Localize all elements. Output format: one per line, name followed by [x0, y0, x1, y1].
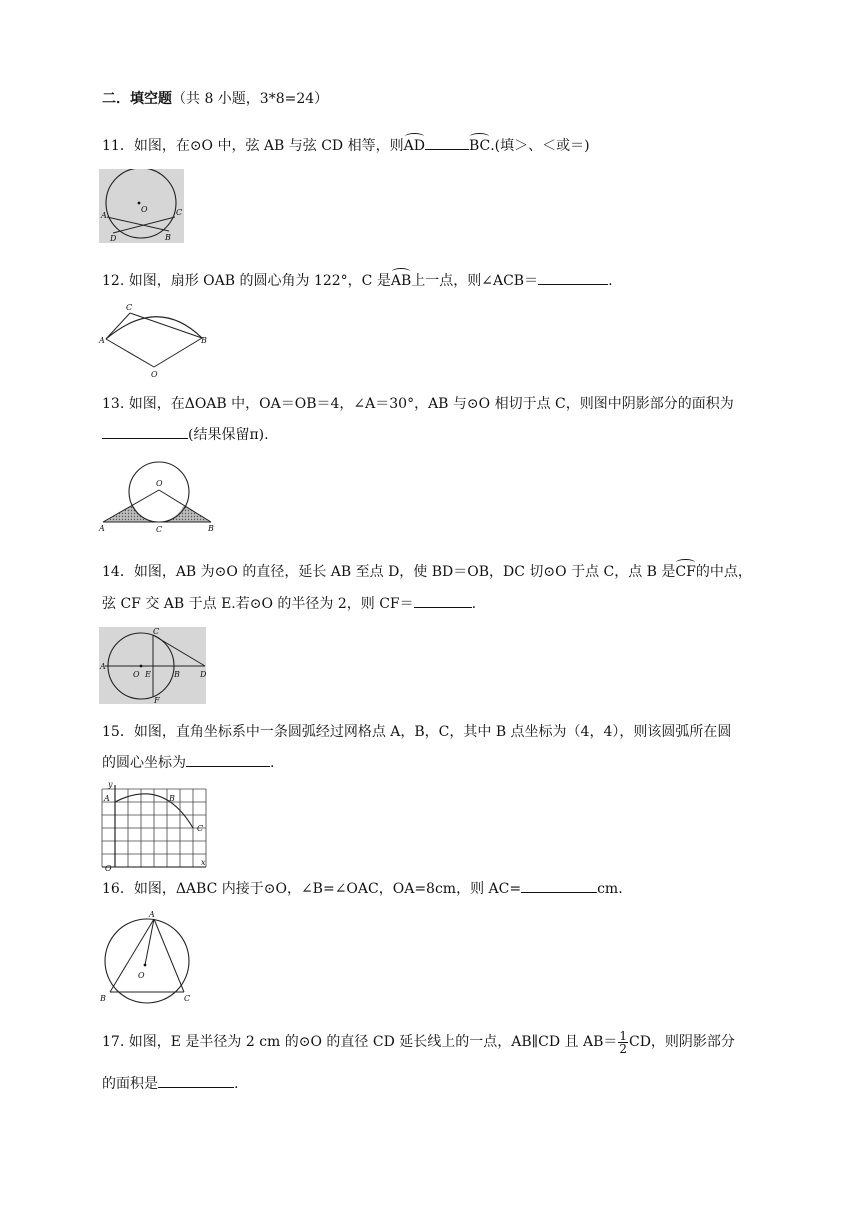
q13-label-o: O — [156, 479, 163, 488]
q15-label-b: B — [169, 794, 175, 803]
question-15-line-2 — [102, 752, 274, 773]
q16-text-after: cm. — [597, 881, 623, 897]
q11-text-after: .(填＞、＜或＝) — [490, 138, 590, 154]
q16-circle — [105, 919, 189, 1003]
q13-label-b: B — [208, 524, 214, 533]
q14-label-f: F — [154, 696, 160, 704]
q16-label-b: B — [100, 994, 106, 1003]
q17-fraction-numerator: 1 — [619, 1028, 627, 1043]
q13-text-line2: (结果保留π). — [188, 427, 269, 443]
q14-label-a: A — [100, 662, 106, 671]
q11-center-dot — [138, 202, 141, 205]
question-15-line-1 — [102, 722, 731, 742]
q12-chord-ca — [106, 313, 130, 339]
question-14-line-2 — [102, 593, 476, 614]
question-16 — [102, 878, 623, 899]
question-12 — [102, 270, 613, 291]
q15-text-line2-after: . — [270, 755, 275, 771]
q11-label-c: C — [176, 208, 183, 217]
q17-answer-blank[interactable] — [158, 1073, 234, 1088]
q12-radius-ob — [154, 338, 202, 367]
q14-label-d: D — [200, 670, 206, 679]
q14-label-e: E — [145, 670, 151, 679]
q11-label-o: O — [141, 205, 148, 214]
q16-center-dot — [144, 964, 147, 967]
q15-text-line2-before: 的圆心坐标为 — [102, 755, 186, 771]
q11-label-d: D — [110, 234, 117, 243]
q12-arc — [106, 317, 202, 339]
q12-radius-oa — [106, 339, 154, 367]
q13-figure — [97, 461, 217, 535]
question-17-line-1 — [102, 1025, 735, 1059]
q12-text-before: 12. 如图，扇形 OAB 的圆心角为 122°，C 是 — [102, 273, 391, 289]
q13-label-a: A — [99, 524, 105, 533]
q13-shade-left — [103, 505, 159, 522]
question-14-line-1 — [102, 562, 752, 582]
q12-chord-cb — [130, 313, 202, 338]
q15-label-o: O — [105, 864, 112, 873]
q16-text-before: 16．如图，ΔABC 内接于⊙O，∠B=∠OAC，OA=8cm，则 AC= — [102, 881, 522, 897]
q15-figure — [98, 779, 210, 873]
q11-arc-ad: AD — [403, 138, 425, 154]
q12-label-a: A — [99, 336, 105, 345]
q11-label-a: A — [101, 211, 107, 220]
q12-figure — [98, 301, 210, 381]
q14-text-after: 的中点， — [695, 564, 752, 580]
question-13-line-2 — [102, 424, 269, 445]
q12-label-c: C — [126, 303, 133, 312]
q14-arc-cf: CF — [675, 564, 696, 580]
q15-label-y: y — [108, 780, 113, 789]
q17-text-line2-before: 的面积是 — [102, 1076, 158, 1092]
q14-label-b: B — [174, 670, 180, 679]
q13-circle — [129, 462, 189, 522]
q12-answer-blank[interactable] — [538, 270, 608, 285]
question-17-line-2 — [102, 1073, 238, 1094]
q12-text-middle: 上一点，则∠ACB＝ — [411, 273, 539, 289]
q12-text-after: . — [608, 273, 613, 289]
q12-label-o: O — [151, 370, 158, 379]
q11-text-before: 11．如图，在⊙O 中，弦 AB 与弦 CD 相等，则 — [102, 138, 404, 154]
q12-label-b: B — [201, 336, 207, 345]
q15-label-a: A — [104, 794, 110, 803]
q12-arc-ab: AB — [390, 273, 412, 289]
q14-label-o: O — [133, 670, 140, 679]
q14-text-before: 14．如图，AB 为⊙O 的直径，延长 AB 至点 D，使 BD＝OB，DC 切⊙O 于点 C，点 B 是 — [102, 564, 676, 580]
q16-label-a: A — [149, 910, 155, 919]
q17-text-before: 17. 如图，E 是半径为 2 cm 的⊙O 的直径 CD 延长线上的一点，AB∥CD 且 AB＝ — [102, 1034, 618, 1050]
section-subtitle: （共 8 小题，3*8=24） — [172, 91, 329, 107]
q16-label-o: O — [138, 971, 145, 980]
section-heading — [102, 89, 328, 109]
q16-label-c: C — [184, 994, 191, 1003]
q13-label-c: C — [156, 525, 163, 534]
q15-answer-blank[interactable] — [186, 752, 270, 767]
section-title: 二．填空题 — [102, 91, 172, 107]
q14-label-c: C — [153, 627, 160, 636]
q16-figure — [98, 909, 198, 1004]
q11-answer-blank[interactable] — [425, 135, 469, 150]
q14-figure — [99, 627, 206, 704]
q16-side-ab — [110, 919, 154, 992]
q11-label-b: B — [165, 233, 171, 242]
q15-text-line1: 15．如图，直角坐标系中一条圆弧经过网格点 A，B，C，其中 B 点坐标为（4，4），则该圆弧所在圆 — [102, 724, 732, 740]
q14-center-dot — [140, 665, 143, 668]
q16-answer-blank[interactable] — [521, 878, 597, 893]
q15-label-c: C — [197, 824, 204, 833]
q17-text-after: CD，则阴影部分 — [629, 1034, 735, 1050]
q14-text-line2-after: . — [471, 596, 477, 612]
q13-answer-blank[interactable] — [102, 424, 188, 439]
q15-label-x: x — [201, 858, 206, 867]
q17-text-line2-after: . — [234, 1076, 239, 1092]
q14-answer-blank[interactable] — [414, 593, 472, 608]
q13-text-line1: 13. 如图，在ΔOAB 中，OA＝OB＝4，∠A＝30°，AB 与⊙O 相切于点 C，则图中阴影部分的面积为 — [102, 396, 734, 412]
question-13-line-1 — [102, 394, 734, 414]
q14-text-line2-before: 弦 CF 交 AB 于点 E.若⊙O 的半径为 2，则 CF＝ — [102, 596, 414, 612]
question-11 — [102, 135, 590, 156]
q16-side-ac — [154, 919, 184, 992]
q11-arc-bc: BC — [468, 138, 491, 154]
q17-fraction — [618, 1030, 628, 1055]
q11-figure — [99, 169, 184, 243]
q17-fraction-denominator: 2 — [619, 1041, 627, 1056]
